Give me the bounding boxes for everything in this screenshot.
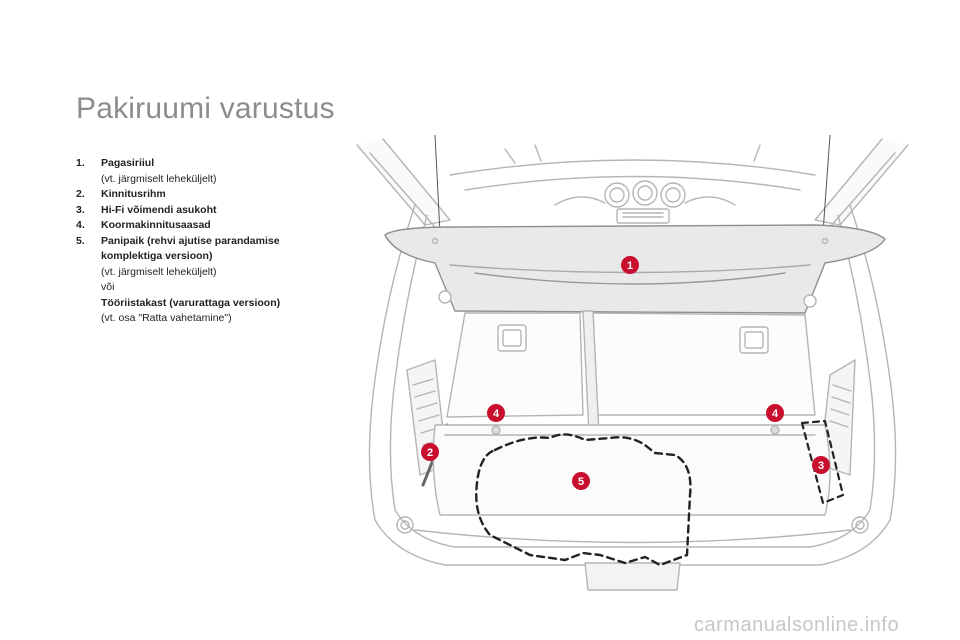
- callout-2: [421, 443, 439, 461]
- legend-note: (vt. järgmiselt leheküljelt): [101, 172, 217, 185]
- svg-text:4: 4: [771, 408, 779, 420]
- callout-4-left: [487, 404, 505, 422]
- legend-item: [76, 234, 326, 327]
- legend-item: [76, 203, 326, 219]
- watermark: carmanualsonline.info: [694, 614, 900, 636]
- legend-or: või: [101, 281, 115, 293]
- legend-note-alt: (vt. osa "Ratta vahetamine"): [101, 312, 232, 324]
- legend-note: (vt. järgmiselt leheküljelt): [101, 265, 217, 278]
- legend-item: [76, 187, 326, 203]
- legend-label: Panipaik (rehvi ajutise parandamise komplektiga versioon): [101, 234, 280, 262]
- legend-item: [76, 218, 326, 234]
- svg-text:5: 5: [577, 476, 585, 488]
- legend-number: 1.: [76, 157, 85, 169]
- legend-label: Pagasiriiul: [101, 157, 155, 169]
- legend-label: Koormakinnitusaasad: [101, 219, 211, 231]
- legend-number: 5.: [76, 234, 85, 247]
- trunk-illustration: [355, 135, 910, 595]
- legend-label: Hi-Fi võimendi asukoht: [101, 203, 217, 216]
- legend-list: [76, 156, 326, 327]
- svg-text:3: 3: [817, 460, 825, 472]
- callout-1: [621, 256, 639, 274]
- legend-label-alt: Tööriistakast (varurattaga versioon): [101, 296, 281, 309]
- callout-3: [812, 456, 830, 474]
- legend-item: [76, 156, 326, 187]
- svg-text:2: 2: [426, 447, 434, 459]
- legend-number: 3.: [76, 203, 85, 216]
- callout-5: [572, 472, 590, 490]
- legend-number: 4.: [76, 219, 85, 231]
- svg-text:1: 1: [626, 260, 634, 272]
- callout-4-right: [766, 404, 784, 422]
- legend-label: Kinnitusrihm: [101, 188, 166, 200]
- svg-text:4: 4: [492, 408, 500, 420]
- legend-number: 2.: [76, 188, 85, 200]
- page-title: Pakiruumi varustus: [76, 92, 335, 125]
